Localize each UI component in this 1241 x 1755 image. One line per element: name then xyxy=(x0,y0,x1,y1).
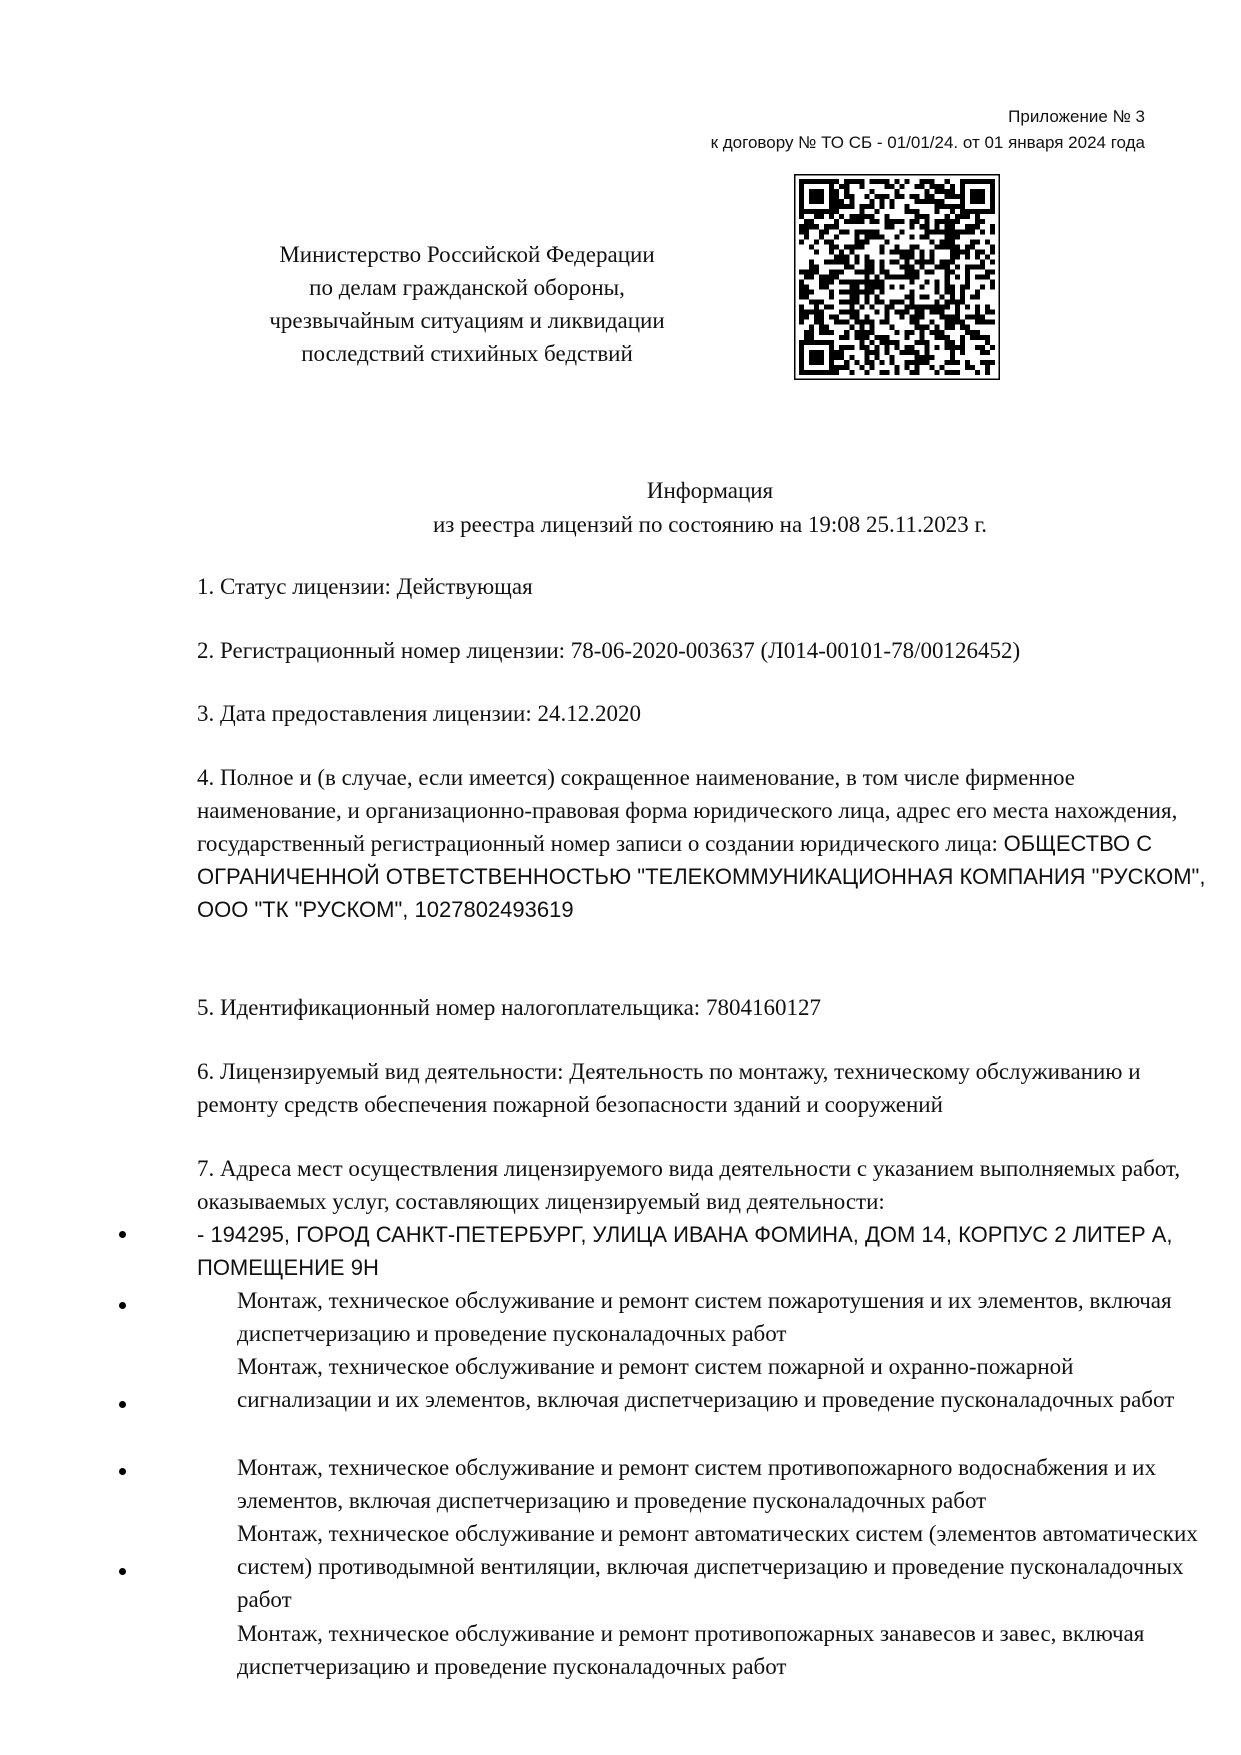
ministry-line: по делам гражданской обороны, xyxy=(309,275,625,300)
bullet-icon xyxy=(119,1231,126,1238)
appendix-number: Приложение № 3 xyxy=(1008,107,1145,126)
license-status: 1. Статус лицензии: Действующая xyxy=(197,574,533,599)
work-item: Монтаж, техническое обслуживание и ремонт систем противопожарного водоснабжения и их элементов, включая диспетчеризацию и проведение пусконаладочных работ xyxy=(237,1455,1156,1513)
legal-entity-intro: 4. Полное и (в случае, если имеется) сокращенное наименование, в том числе фирменное наименование, и организационно-правовая форма юридического лица, адрес его места нахождения, государственный регистрационный номер записи о создании юридического лица: xyxy=(197,765,1178,856)
ministry-line: последствий стихийных бедствий xyxy=(301,341,633,366)
addresses-intro: 7. Адреса мест осуществления лицензируемого вида деятельности с указанием выполняемых работ, оказываемых услуг, составляющих лицензируемый вид деятельности: xyxy=(197,1156,1181,1214)
work-item: Монтаж, техническое обслуживание и ремонт систем пожаротушения и их элементов, включая диспетчеризацию и проведение пусконаладочных работ xyxy=(237,1288,1172,1346)
title-line: из реестра лицензий по состоянию на 19:08 25.11.2023 г. xyxy=(432,512,988,537)
document-title xyxy=(320,474,1100,542)
activity-address: - 194295, ГОРОД САНКТ-ПЕТЕРБУРГ, УЛИЦА ИВАНА ФОМИНА, ДОМ 14, КОРПУС 2 ЛИТЕР А, ПОМЕЩЕНИЕ 9Н xyxy=(197,1222,1173,1280)
taxpayer-id: 5. Идентификационный номер налогоплательщика: 7804160127 xyxy=(197,995,821,1020)
ministry-line: Министерство Российской Федерации xyxy=(279,242,655,267)
appendix-contract: к договору № ТО СБ - 01/01/24. от 01 января 2024 года xyxy=(710,133,1145,152)
license-reg-number: 2. Регистрационный номер лицензии: 78-06-2020-003637 (Л014-00101-78/00126452) xyxy=(197,638,1021,663)
legal-entity-value: ОБЩЕСТВО С ОГРАНИЧЕННОЙ ОТВЕТСТВЕННОСТЬЮ "ТЕЛЕКОММУНИКАЦИОННАЯ КОМПАНИЯ "РУСКОМ", ООО "ТК "РУСКОМ", 1027802493619 xyxy=(197,831,1206,922)
license-date: 3. Дата предоставления лицензии: 24.12.2020 xyxy=(197,701,641,726)
qr-code-icon xyxy=(794,174,1000,380)
work-item: Монтаж, техническое обслуживание и ремонт противопожарных занавесов и завес, включая диспетчеризацию и проведение пусконаладочных работ xyxy=(237,1621,1145,1679)
work-item: Монтаж, техническое обслуживание и ремонт автоматических систем (элементов автоматических систем) противодымной вентиляции, включая диспетчеризацию и проведение пусконаладочных работ xyxy=(237,1521,1198,1612)
bullet-icon xyxy=(119,1401,126,1408)
ministry-line: чрезвычайным ситуациям и ликвидации xyxy=(269,308,665,333)
ministry-name xyxy=(230,238,704,370)
work-item: Монтаж, техническое обслуживание и ремонт систем пожарной и охранно-пожарной сигнализации и их элементов, включая диспетчеризацию и проведение пусконаладочных работ xyxy=(237,1354,1175,1412)
licensed-activity: 6. Лицензируемый вид деятельности: Деятельность по монтажу, техническому обслуживанию и ремонту средств обеспечения пожарной безопасности зданий и сооружений xyxy=(197,1059,1141,1117)
legal-entity-name xyxy=(197,761,1207,926)
bullet-icon xyxy=(119,1568,126,1575)
title-line: Информация xyxy=(646,478,774,503)
bullet-icon xyxy=(119,1468,126,1475)
bullet-icon xyxy=(119,1302,126,1309)
